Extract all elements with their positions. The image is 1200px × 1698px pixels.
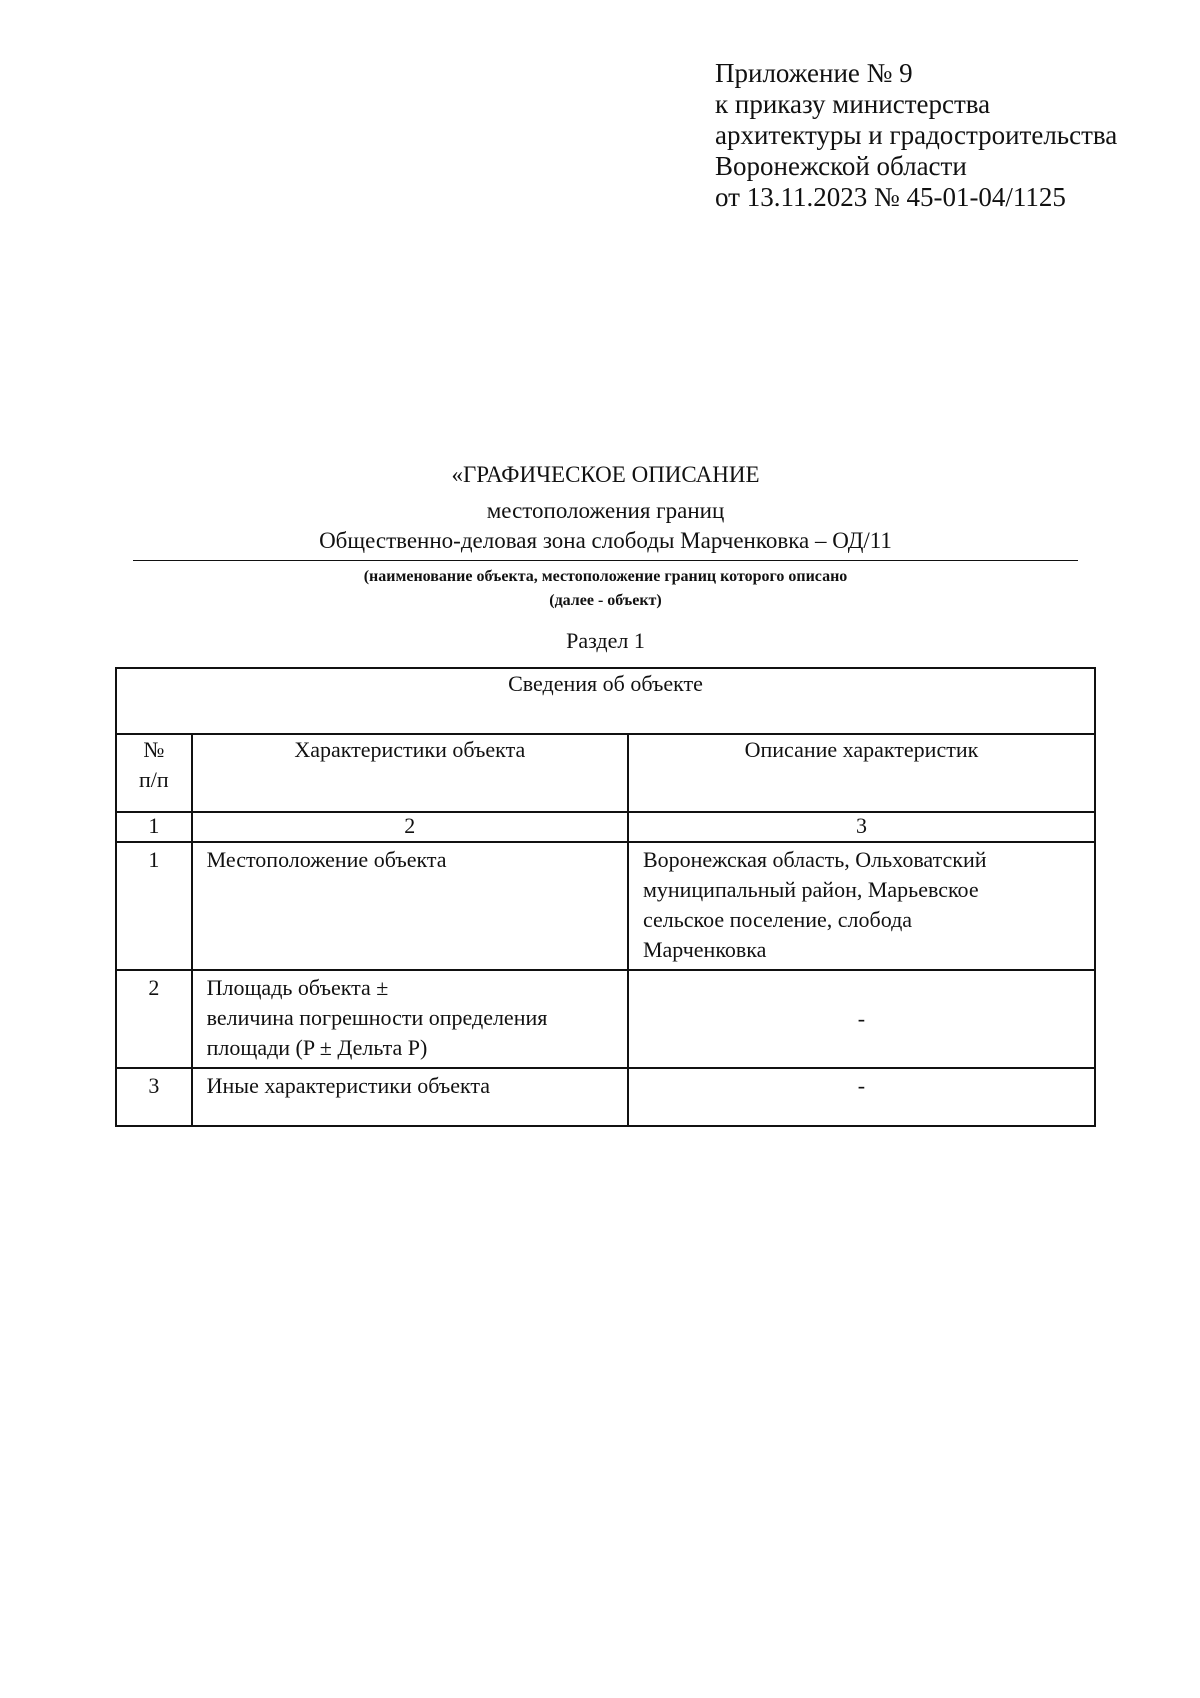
row-characteristic [192,842,628,970]
row-num [116,970,192,1068]
column-headers-row [116,734,1095,812]
row-num-text: 1 [148,847,160,872]
column-numbers-row [116,812,1095,842]
row-num-text: 2 [148,975,160,1000]
row-characteristic-text [193,1069,627,1105]
document-subtitle: местоположения границ [486,498,725,523]
document-heading [133,460,1078,655]
object-name-caption [133,565,1078,613]
appendix-date-number: от 13.11.2023 № 45-01-04/1125 [715,182,1066,212]
row-num [116,842,192,970]
column-header-num-line2: п/п [138,767,169,792]
table-header-row [116,668,1095,734]
text-line: Площадь объекта ± [206,975,389,1000]
appendix-number: Приложение № 9 [715,58,913,88]
text-line: Местоположение объекта [206,847,447,872]
column-header-description: Описание характеристик [628,734,1095,812]
table-row [116,1068,1095,1126]
document-title: «ГРАФИЧЕСКОЕ ОПИСАНИЕ [451,462,760,487]
row-description [628,970,1095,1068]
appendix-order-ref: к приказу министерства [715,89,991,119]
text-line: величина погрешности определения [206,1005,548,1030]
row-num-text: 3 [148,1073,160,1098]
column-number-2: 2 [192,812,628,842]
row-num [116,1068,192,1126]
row-description-text: - [857,1073,866,1098]
text-line: Воронежская область, Ольховатский [642,847,987,872]
row-description-text: - [857,1006,866,1031]
row-characteristic [192,970,628,1068]
table-row [116,842,1095,970]
text-line: Иные характеристики объекта [206,1073,491,1098]
row-description [628,842,1095,970]
appendix-header [715,58,1117,213]
section-label: Раздел 1 [566,628,645,653]
object-info-table [115,667,1096,1127]
column-number-3: 3 [628,812,1095,842]
table-row [116,970,1095,1068]
text-line: сельское поселение, слобода [642,907,913,932]
appendix-region: Воронежской области [715,151,967,181]
column-header-characteristics: Характеристики объекта [192,734,628,812]
row-description-text [629,843,1094,969]
row-characteristic [192,1068,628,1126]
object-name: Общественно-деловая зона слободы Марченковка – ОД/11 [319,528,892,553]
table-header: Сведения об объекте [116,668,1095,734]
appendix-ministry: архитектуры и градостроительства [715,120,1118,150]
text-line: Марченковка [642,937,767,962]
column-number-1: 1 [116,812,192,842]
text-line: площади (P ± Дельта P) [206,1035,428,1060]
column-header-num-line1: № [143,737,165,762]
object-name-underline [133,560,1078,561]
row-characteristic-text [193,843,627,879]
caption-line-1: (наименование объекта, местоположение границ которого описано [363,568,848,585]
row-characteristic-text [193,971,627,1067]
caption-line-2: (далее - объект) [549,592,662,609]
text-line: муниципальный район, Марьевское [642,877,979,902]
column-header-num [116,734,192,812]
row-description [628,1068,1095,1126]
